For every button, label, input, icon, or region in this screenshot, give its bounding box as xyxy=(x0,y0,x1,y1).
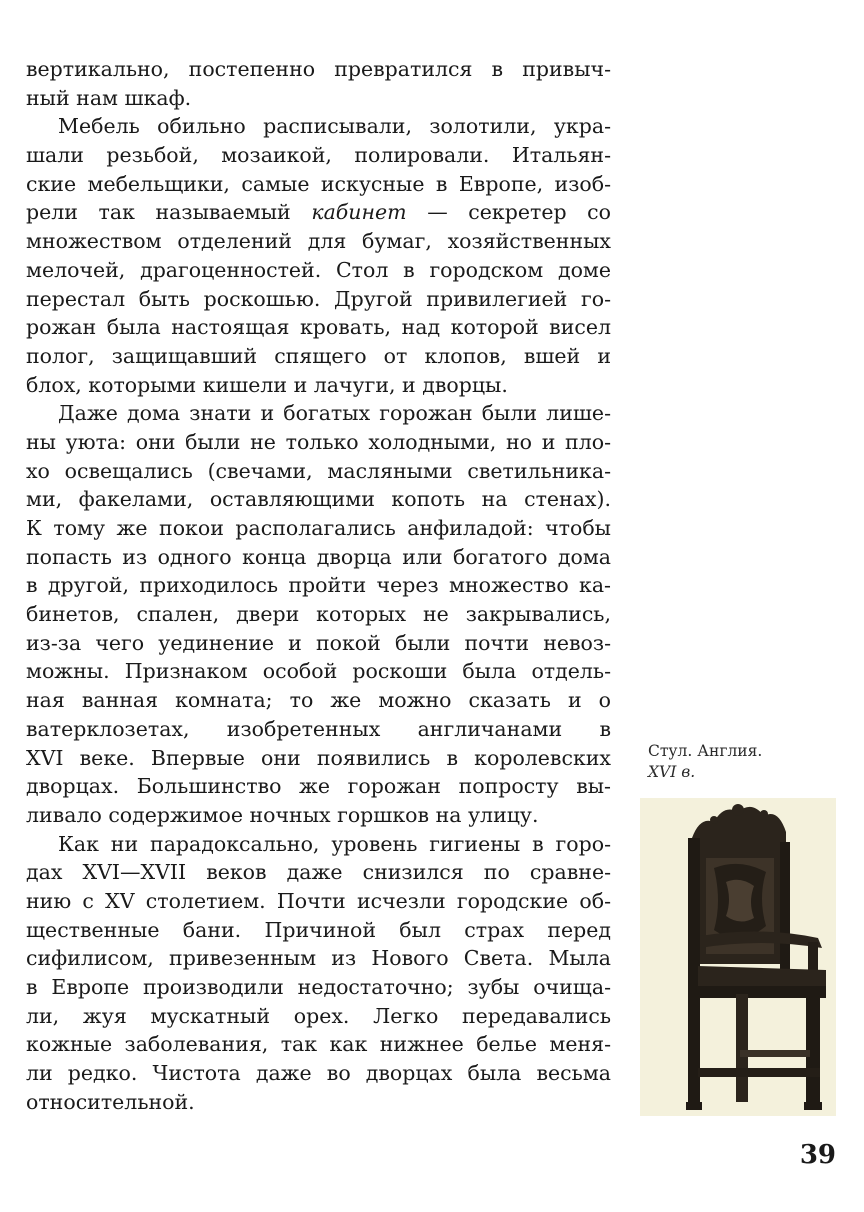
text-line: нию с XV столетием. Почти исчезли городские об- xyxy=(26,888,611,913)
figure-caption xyxy=(648,741,762,783)
chair-photo xyxy=(640,798,836,1116)
caption-title: Стул. Англия. xyxy=(648,742,763,760)
text-line: можны. Признаком особой роскоши была отдель- xyxy=(26,659,611,684)
text-line: ватерклозетах, изобретенных англичанами в xyxy=(26,716,611,741)
text-line: Как ни парадоксально, уровень гигиены в горо- xyxy=(58,831,611,856)
text-line: ские мебельщики, самые искусные в Европе, изоб- xyxy=(26,171,611,196)
text-line: щественные бани. Причиной был страх перед xyxy=(26,917,611,942)
text-line: кожные заболевания, так как нижнее белье меня- xyxy=(26,1032,611,1057)
text-line: относительной. xyxy=(26,1089,195,1114)
text-line: сифилисом, привезенным из Нового Света. Мыла xyxy=(26,946,611,971)
text-line: ми, факелами, оставляющими копоть на стенах). xyxy=(26,487,611,512)
text-line: ли редко. Чистота даже во дворцах была весьма xyxy=(26,1061,611,1086)
text-line: из-за чего уединение и покой были почти невоз- xyxy=(26,630,611,655)
text-line: К тому же покои располагались анфиладой: чтобы xyxy=(26,516,611,540)
text-fragment: рели так называемый xyxy=(26,200,291,225)
text-line: Мебель обильно расписывали, золотили, укра- xyxy=(58,114,611,139)
text-line: мелочей, драгоценностей. Стол в городском доме xyxy=(26,257,611,282)
text-line: ливало содержимое ночных горшков на улицу. xyxy=(26,802,539,827)
text-line: попасть из одного конца дворца или богатого дома xyxy=(26,544,611,569)
text-line: ли, жуя мускатный орех. Легко передавались xyxy=(26,1003,611,1028)
text-line: ный нам шкаф. xyxy=(26,85,192,110)
text-line: дворцах. Большинство же горожан попросту вы- xyxy=(26,774,611,799)
main-text xyxy=(26,55,611,1116)
text-line: рожан была настоящая кровать, над которой висел xyxy=(26,315,611,340)
carved-chair-icon xyxy=(640,798,836,1116)
page-number: 39 xyxy=(799,1140,836,1170)
text-line: вертикально, постепенно превратился в привыч- xyxy=(26,57,611,81)
text-line: Даже дома знати и богатых горожан были лише- xyxy=(58,401,611,426)
text-line: множеством отделений для бумаг, хозяйственных xyxy=(26,229,611,254)
text-line: ная ванная комната; то же можно сказать и о xyxy=(26,688,611,713)
caption-date: XVI в. xyxy=(648,763,696,781)
italic-term: кабинет xyxy=(311,200,407,225)
text-line: XVI веке. Впервые они появились в королевских xyxy=(26,745,611,770)
text-line: полог, защищавший спящего от клопов, вшей и xyxy=(26,343,611,368)
text-line: дах XVI—XVII веков даже снизился по сравне- xyxy=(26,860,611,885)
text-line: блох, которыми кишели и лачуги, и дворцы. xyxy=(26,372,508,397)
text-line: в Европе производили недостаточно; зубы очища- xyxy=(26,975,611,999)
text-line: в другой, приходилось пройти через множество ка- xyxy=(26,573,611,598)
text-line: хо освещались (свечами, масляными светильника- xyxy=(26,458,611,483)
text-line: шали резьбой, мозаикой, полировали. Итальян- xyxy=(26,143,611,168)
text-line-with-term xyxy=(26,198,611,227)
text-line: бинетов, спален, двери которых не закрывались, xyxy=(26,602,611,627)
text-line: перестал быть роскошью. Другой привилегией го- xyxy=(26,286,611,311)
text-fragment: — секретер со xyxy=(427,200,611,225)
text-line: ны уюта: они были не только холодными, но и пло- xyxy=(26,429,611,454)
